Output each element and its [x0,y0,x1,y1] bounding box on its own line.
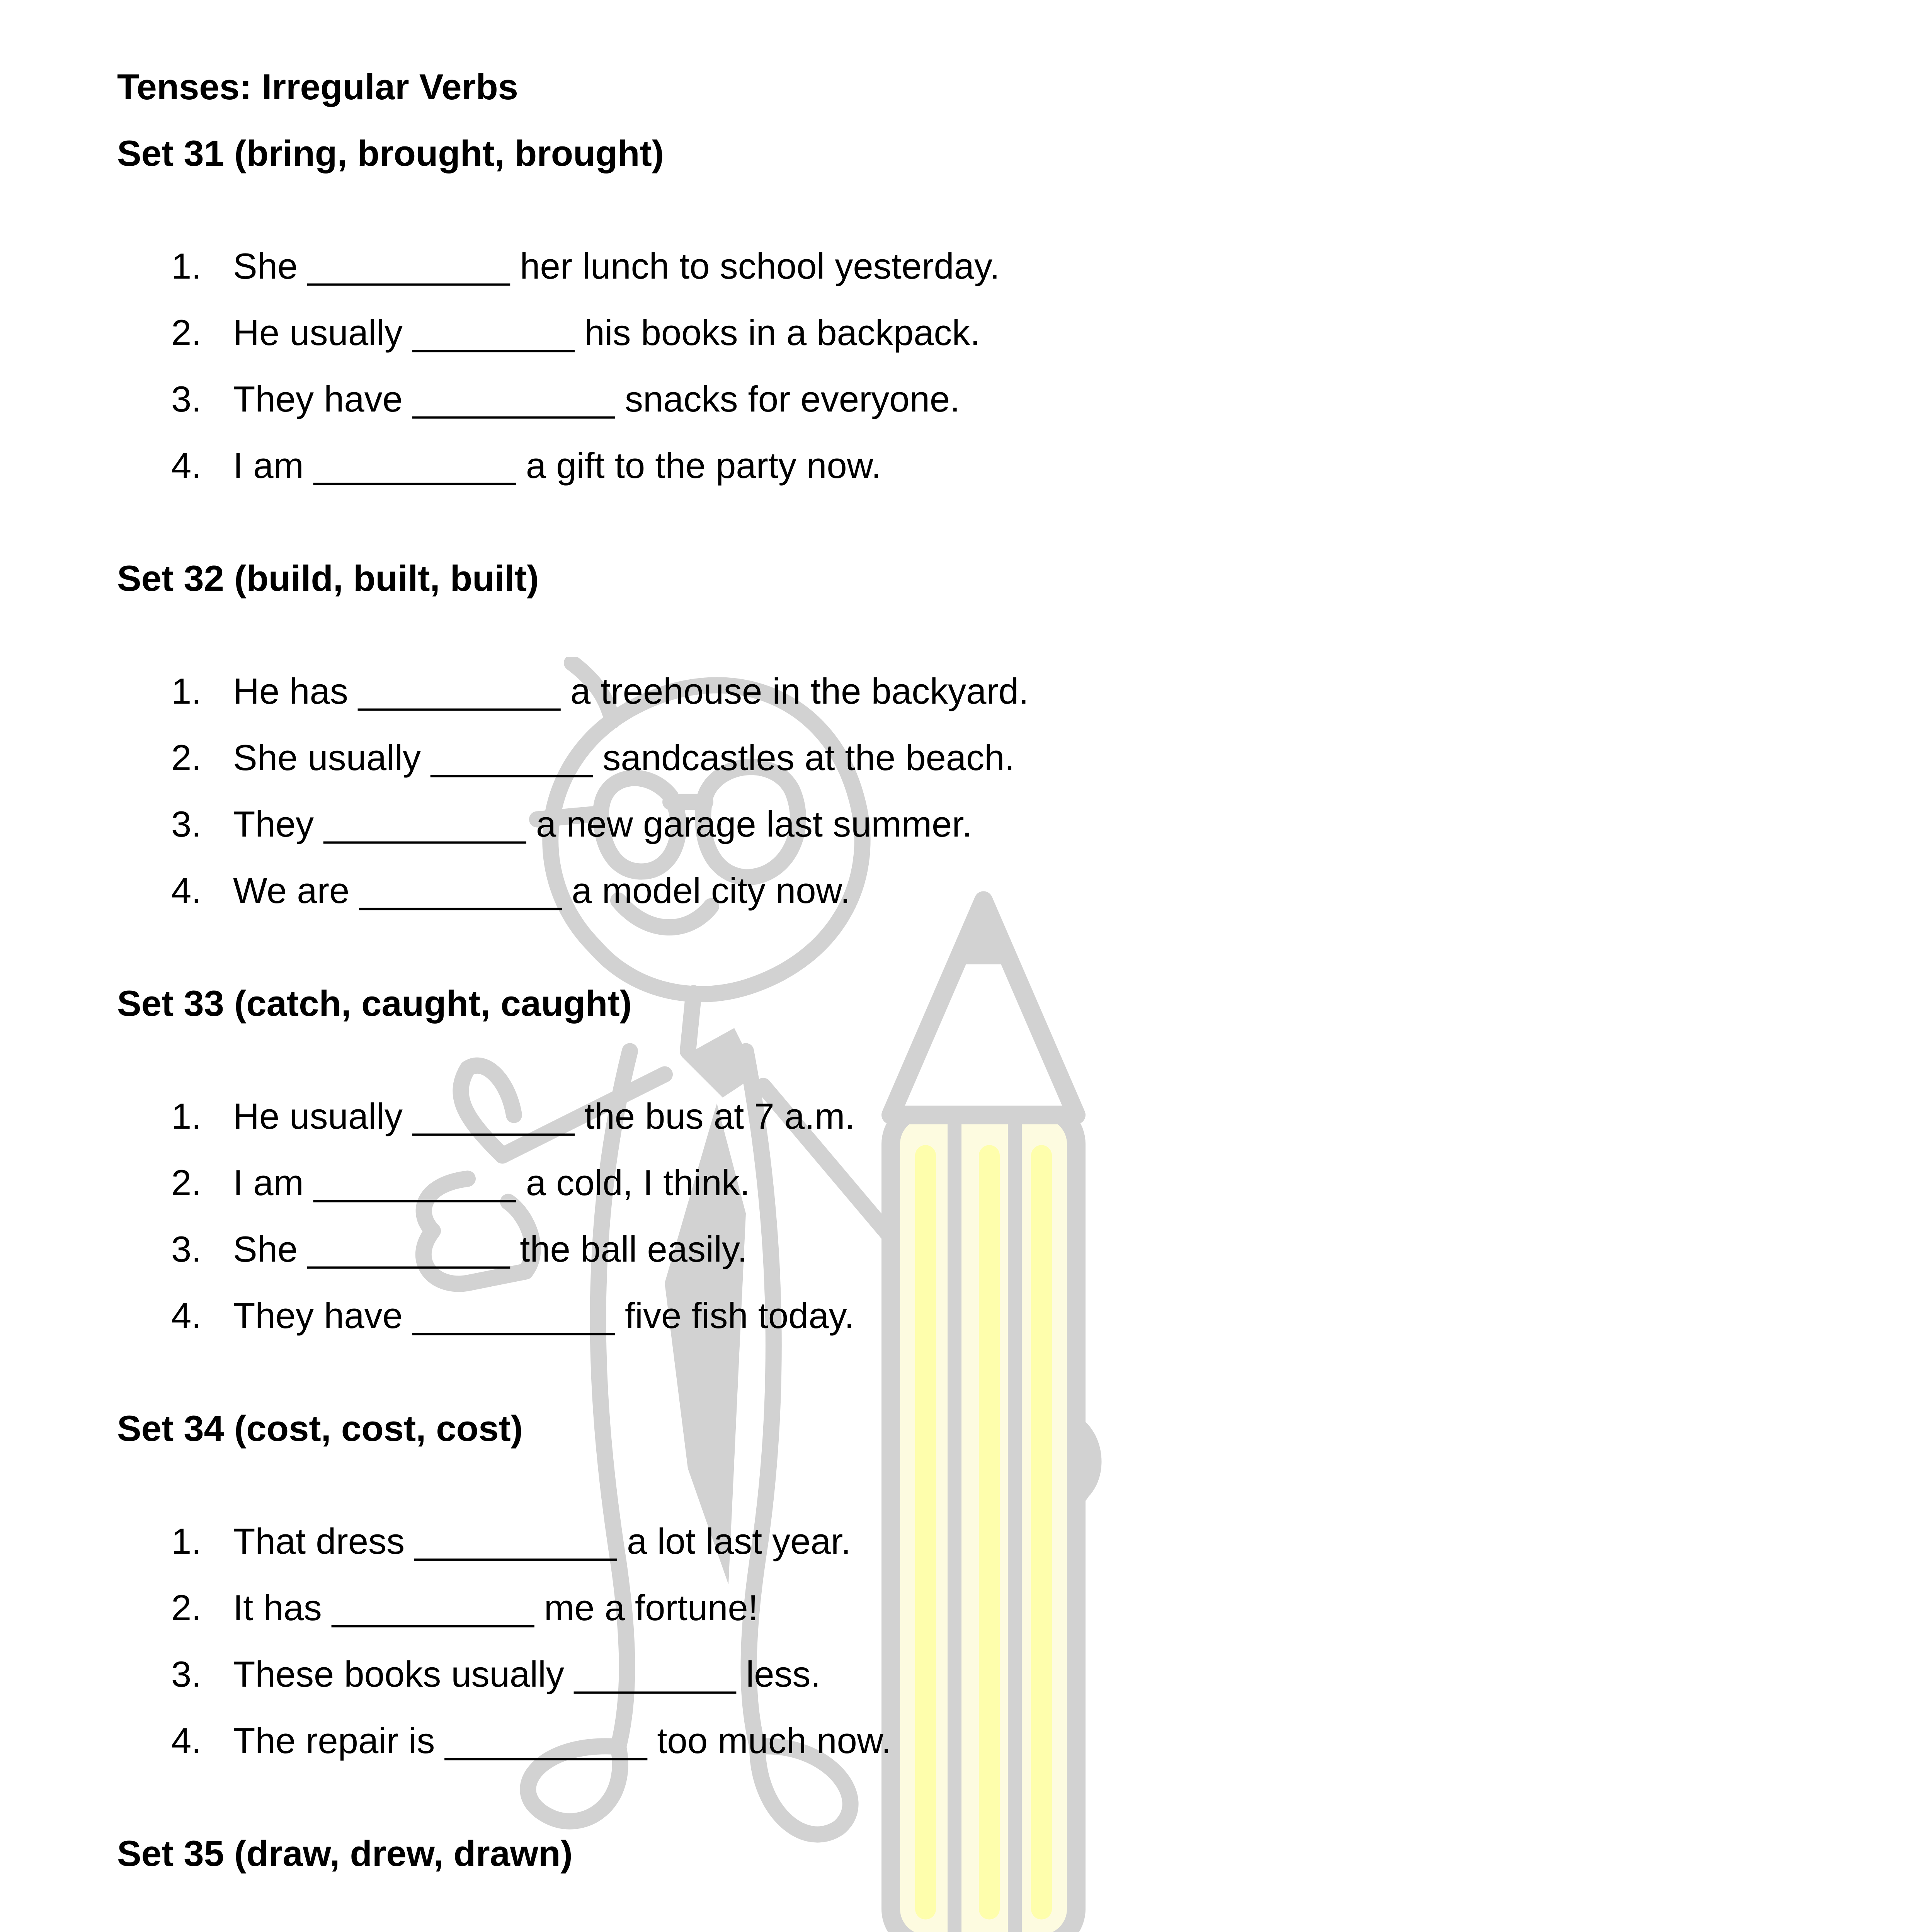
page-title: Tenses: Irregular Verbs [117,66,518,107]
item-text: It has __________ me a fortune! [233,1587,758,1628]
item-number: 4. [171,445,202,486]
item-number: 4. [171,1720,202,1761]
exercise-item [117,1585,1779,1631]
exercise-item [117,1093,1779,1139]
item-number: 2. [171,1587,202,1628]
exercise-item [117,243,1779,289]
exercise-item [117,1226,1779,1272]
item-number: 2. [171,1162,202,1203]
exercise-item [117,1718,1779,1764]
item-text: He usually ________ his books in a backpack. [233,312,980,353]
set-heading: Set 33 (catch, caught, caught) [117,983,632,1024]
set-heading: Set 34 (cost, cost, cost) [117,1408,523,1449]
item-text: She __________ the ball easily. [233,1229,747,1269]
item-text: He has __________ a treehouse in the backyard. [233,671,1029,711]
item-number: 3. [171,379,202,419]
exercise-set [117,555,1779,914]
exercise-item [117,801,1779,847]
exercise-set [117,1830,1779,1932]
set-heading: Set 32 (build, built, built) [117,558,539,599]
item-text: These books usually ________ less. [233,1654,821,1694]
item-text: She __________ her lunch to school yesterday. [233,246,1000,286]
item-number: 1. [171,671,202,711]
exercise-list [117,243,1779,489]
item-text: That dress __________ a lot last year. [233,1521,851,1561]
exercise-item [117,376,1779,422]
item-text: He usually ________ the bus at 7 a.m. [233,1096,855,1136]
exercise-list [117,668,1779,914]
exercise-item [117,442,1779,489]
exercise-item [117,1651,1779,1697]
worksheet [117,64,1779,1932]
item-number: 2. [171,312,202,353]
exercise-set [117,1405,1779,1764]
exercise-item [117,668,1779,714]
item-text: We are __________ a model city now. [233,870,851,911]
item-number: 1. [171,1521,202,1561]
item-text: They __________ a new garage last summer. [233,804,972,844]
item-text: I am __________ a cold, I think. [233,1162,750,1203]
set-heading: Set 31 (bring, brought, brought) [117,133,664,173]
exercise-item [117,1518,1779,1565]
item-text: I am __________ a gift to the party now. [233,445,881,486]
exercise-item [117,1293,1779,1339]
item-number: 1. [171,246,202,286]
item-number: 3. [171,804,202,844]
item-text: She usually ________ sandcastles at the beach. [233,737,1015,778]
item-number: 1. [171,1096,202,1136]
item-number: 2. [171,737,202,778]
item-text: They have __________ snacks for everyone. [233,379,960,419]
exercise-set [117,130,1779,489]
exercise-set [117,980,1779,1339]
set-heading: Set 35 (draw, drew, drawn) [117,1833,573,1874]
item-number: 3. [171,1654,202,1694]
item-number: 3. [171,1229,202,1269]
item-text: The repair is __________ too much now. [233,1720,892,1761]
item-number: 4. [171,870,202,911]
exercise-item [117,1160,1779,1206]
item-text: They have __________ five fish today. [233,1295,854,1336]
exercise-list [117,1093,1779,1339]
item-number: 4. [171,1295,202,1336]
exercise-item [117,735,1779,781]
exercise-item [117,867,1779,914]
exercise-item [117,310,1779,356]
exercise-list [117,1518,1779,1764]
